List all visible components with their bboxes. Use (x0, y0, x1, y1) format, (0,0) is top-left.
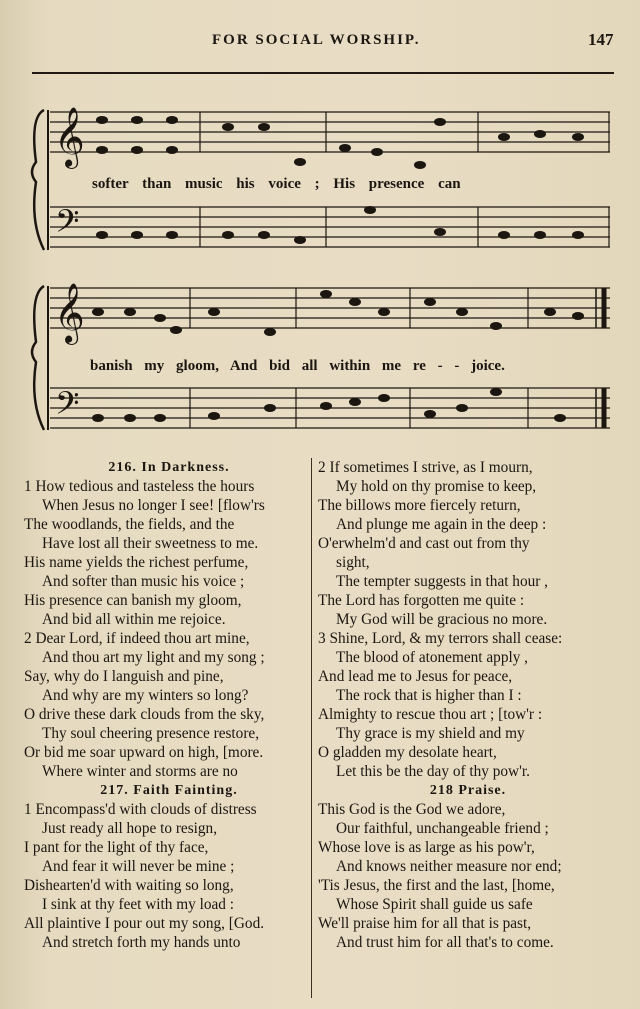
verse-line: We'll praise him for all that is past, (318, 915, 532, 932)
verse-line: Just ready all hope to resign, (42, 820, 218, 837)
verse-line: The woodlands, the fields, and the (24, 516, 235, 533)
lyric-line-2: banish my gloom, And bid all within me re - - joice. (90, 358, 505, 374)
verse-line: I sink at thy feet with my load : (42, 896, 235, 913)
verse-line: O drive these dark clouds from the sky, (24, 706, 265, 723)
verse-line: 'Tis Jesus, the first and the last, [home, (318, 877, 555, 894)
verse-line: O'erwhelm'd and cast out from thy (318, 535, 530, 552)
page-header (0, 32, 640, 54)
verse-line: The tempter suggests in that hour , (336, 573, 548, 590)
verse-line: Where winter and storms are no (42, 763, 238, 780)
verse-line: 3 Shine, Lord, & my terrors shall cease: (318, 630, 563, 647)
verse-line: His presence can banish my gloom, (24, 592, 242, 609)
verse-line: O gladden my desolate heart, (318, 744, 497, 761)
verse-line: 1 Encompass'd with clouds of distress (24, 801, 257, 818)
verse-line: Have lost all their sweetness to me. (42, 535, 259, 552)
verse-line: Thy soul cheering presence restore, (42, 725, 260, 742)
verse-line: Or bid me soar upward on high, [more. (24, 744, 264, 761)
verse-line: My God will be gracious no more. (336, 611, 548, 628)
verse-line: Whose love is as large as his pow'r, (318, 839, 535, 856)
verse-line: And plunge me again in the deep : (336, 516, 547, 533)
verse-line: Let this be the day of thy pow'r. (336, 763, 530, 780)
verse-line: I pant for the light of thy face, (24, 839, 209, 856)
verse-line: 1 How tedious and tasteless the hours (24, 478, 255, 495)
verse-line: And softer than music his voice ; (42, 573, 245, 590)
verse-line: This God is the God we adore, (318, 801, 506, 818)
verse-line: And knows neither measure nor end; (336, 858, 562, 875)
verse-line: When Jesus no longer I see! [flow'rs (42, 497, 265, 514)
header-rule (32, 72, 614, 74)
verse-line: My hold on thy promise to keep, (336, 478, 537, 495)
svg-text:𝄢: 𝄢 (55, 385, 80, 429)
verse-line: And why are my winters so long? (42, 687, 249, 704)
verse-line: The blood of atonement apply , (336, 649, 529, 666)
verse-line: The Lord has forgotten me quite : (318, 592, 525, 609)
page-number: 147 (588, 30, 614, 49)
verse-line: Almighty to rescue thou art ; [tow'r : (318, 706, 543, 723)
svg-text:𝄞: 𝄞 (54, 283, 85, 343)
verse-line: sight, (336, 554, 370, 571)
verse-line: Say, why do I languish and pine, (24, 668, 224, 685)
verse-line: Our faithful, unchangeable friend ; (336, 820, 549, 837)
verse-line: And fear it will never be mine ; (42, 858, 235, 875)
lyric-line-1: softer than music his voice ; His presence can (92, 176, 461, 192)
left-column (24, 458, 314, 952)
running-title: FOR SOCIAL WORSHIP. (212, 32, 421, 48)
verse-line: And trust him for all that's to come. (336, 934, 554, 951)
verse-line: 2 Dear Lord, if indeed thou art mine, (24, 630, 250, 647)
right-column (318, 458, 618, 952)
verse-line: The billows more fiercely return, (318, 497, 521, 514)
verse-line: Whose Spirit shall guide us safe (336, 896, 533, 913)
verse-line: Thy grace is my shield and my (336, 725, 525, 742)
svg-text:𝄢: 𝄢 (55, 203, 80, 247)
verse-line: And stretch forth my hands unto (42, 934, 241, 951)
verse-line: His name yields the richest perfume, (24, 554, 249, 571)
verse-line: Dishearten'd with waiting so long, (24, 877, 234, 894)
svg-text:𝄞: 𝄞 (54, 107, 85, 167)
verse-line: And lead me to Jesus for peace, (318, 668, 513, 685)
verse-line: And thou art my light and my song ; (42, 649, 265, 666)
verse-line: 2 If sometimes I strive, as I mourn, (318, 459, 533, 476)
verse-line: All plaintive I pour out my song, [God. (24, 915, 265, 932)
hymn-218-heading: 218 Praise. (429, 783, 507, 798)
verse-line: The rock that is higher than I : (336, 687, 522, 704)
verse-line: And bid all within me rejoice. (42, 611, 226, 628)
hymn-217-heading: 217. Faith Fainting. (100, 783, 238, 798)
hymn-216-heading: 216. In Darkness. (108, 460, 230, 475)
